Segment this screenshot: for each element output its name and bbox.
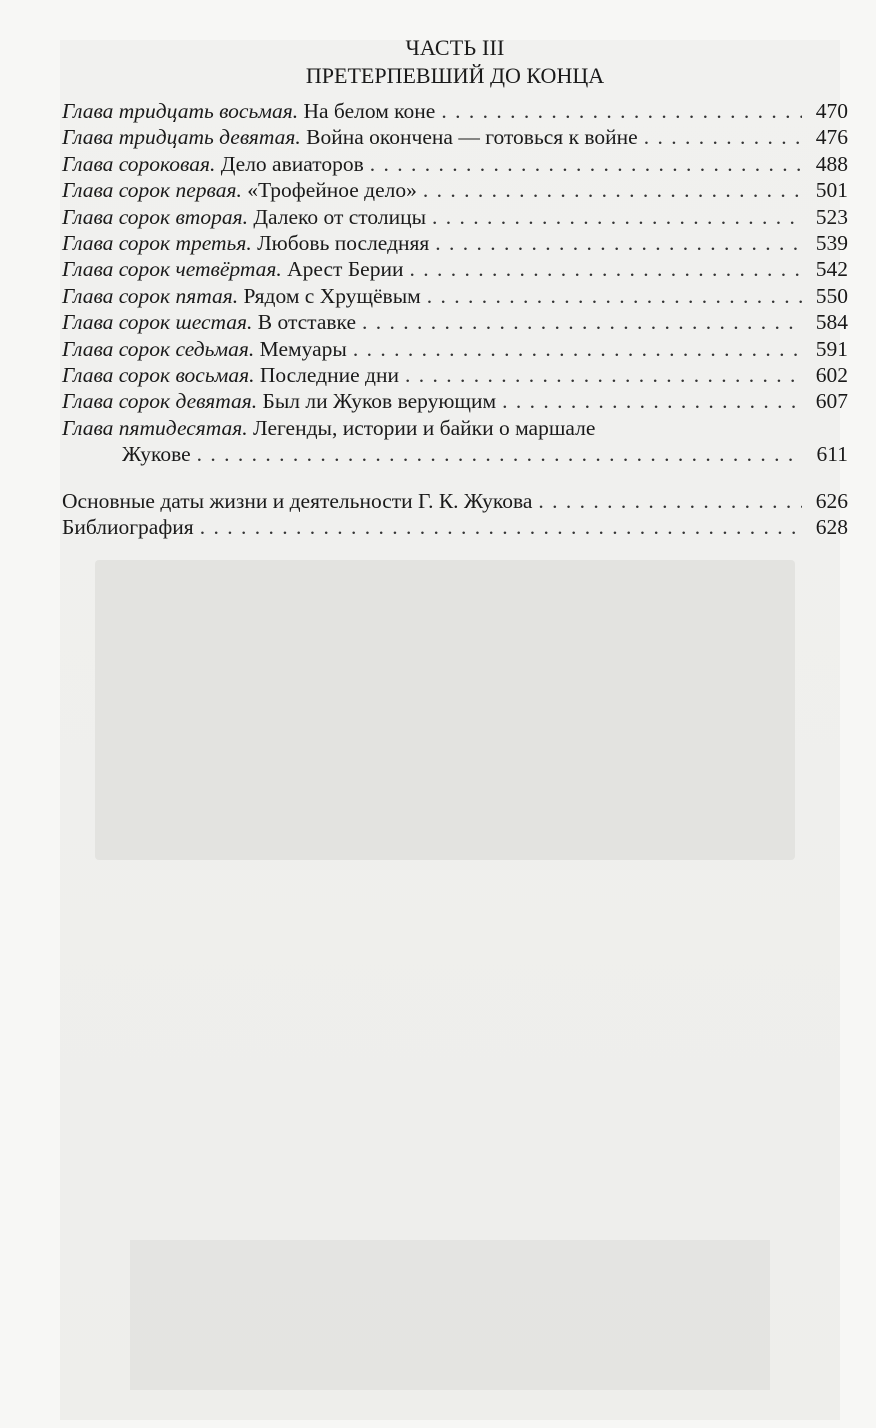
dot-leader bbox=[353, 336, 802, 362]
toc-entry-appendix bbox=[62, 514, 848, 540]
bleed-through-plate bbox=[95, 560, 795, 860]
part-subtitle: ПРЕТЕРПЕВШИЙ ДО КОНЦА bbox=[305, 63, 605, 88]
dot-leader bbox=[197, 441, 802, 467]
chapter-label: Глава сорок восьмая. bbox=[62, 363, 255, 388]
appendix-list bbox=[62, 488, 848, 541]
chapter-label: Глава сорок третья. bbox=[62, 231, 252, 256]
dot-leader bbox=[370, 151, 802, 177]
toc-entry-appendix bbox=[62, 488, 848, 514]
toc-entry bbox=[62, 151, 848, 177]
chapter-label: Глава тридцать девятая. bbox=[62, 125, 301, 150]
part-title: ЧАСТЬ III bbox=[405, 35, 505, 60]
chapter-list bbox=[62, 98, 848, 468]
chapter-title: Любовь последняя bbox=[257, 231, 430, 256]
chapter-title: Последние дни bbox=[259, 363, 399, 388]
dot-leader bbox=[200, 514, 802, 540]
dot-leader bbox=[423, 177, 802, 203]
toc-entry bbox=[62, 362, 848, 388]
toc-entry bbox=[62, 309, 848, 335]
toc-entry-multiline-first bbox=[62, 415, 848, 441]
toc-entry bbox=[62, 230, 848, 256]
toc-entry bbox=[62, 256, 848, 282]
chapter-label: Глава сорок первая. bbox=[62, 178, 242, 203]
dot-leader bbox=[432, 204, 802, 230]
dot-leader bbox=[362, 309, 802, 335]
chapter-title: Дело авиаторов bbox=[220, 151, 364, 176]
page-number: 476 bbox=[815, 125, 848, 150]
appendix-title: Основные даты жизни и деятельности Г. К. Жукова bbox=[62, 488, 533, 513]
chapter-title-line1: Легенды, истории и байки о маршале bbox=[253, 415, 596, 440]
dot-leader bbox=[441, 98, 802, 124]
chapter-label: Глава пятидесятая. bbox=[62, 415, 248, 440]
bleed-through-plate-lower bbox=[130, 1240, 770, 1390]
page-number: 628 bbox=[815, 515, 848, 540]
page-number: 539 bbox=[815, 231, 848, 256]
page-number: 626 bbox=[815, 488, 848, 513]
page-number: 584 bbox=[815, 310, 848, 335]
page-number: 523 bbox=[815, 204, 848, 229]
chapter-title: Был ли Жуков верующим bbox=[262, 389, 497, 414]
page-number: 542 bbox=[815, 257, 848, 282]
chapter-title: В отставке bbox=[257, 310, 356, 335]
chapter-title: Мемуары bbox=[259, 336, 347, 361]
page-number: 488 bbox=[815, 151, 848, 176]
toc-entry-multiline-second bbox=[62, 441, 848, 467]
chapter-label: Глава сорок пятая. bbox=[62, 283, 239, 308]
toc-entry bbox=[62, 388, 848, 414]
chapter-label: Глава сорок шестая. bbox=[62, 310, 253, 335]
toc-entry bbox=[62, 98, 848, 124]
table-of-contents bbox=[62, 34, 848, 541]
dot-leader bbox=[435, 230, 802, 256]
chapter-title: Далеко от столицы bbox=[253, 204, 427, 229]
dot-leader bbox=[502, 388, 802, 414]
chapter-title: «Трофейное дело» bbox=[247, 178, 417, 203]
page-number: 607 bbox=[815, 389, 848, 414]
chapter-title: Война окончена — готовься к войне bbox=[306, 125, 638, 150]
dot-leader bbox=[538, 488, 802, 514]
chapter-title: Рядом с Хрущёвым bbox=[243, 283, 421, 308]
chapter-label: Глава тридцать восьмая. bbox=[62, 99, 299, 123]
chapter-title-line2: Жукове bbox=[122, 442, 191, 467]
page-number: 591 bbox=[815, 336, 848, 361]
chapter-label: Глава сорок четвёртая. bbox=[62, 257, 282, 282]
chapter-title: Арест Берии bbox=[287, 257, 404, 282]
chapter-label: Глава сорок вторая. bbox=[62, 204, 248, 229]
dot-leader bbox=[644, 124, 802, 150]
page-number: 550 bbox=[815, 283, 848, 308]
chapter-label: Глава сорок девятая. bbox=[62, 389, 258, 414]
chapter-title: На белом коне bbox=[303, 99, 436, 123]
toc-entry bbox=[62, 204, 848, 230]
dot-leader bbox=[405, 362, 802, 388]
page-number: 501 bbox=[815, 178, 848, 203]
page-number: 611 bbox=[816, 442, 848, 467]
appendix-title: Библиография bbox=[62, 515, 194, 540]
chapter-label: Глава сорок седьмая. bbox=[62, 336, 255, 361]
toc-entry bbox=[62, 283, 848, 309]
toc-entry bbox=[62, 124, 848, 150]
toc-entry bbox=[62, 336, 848, 362]
page-number: 470 bbox=[815, 99, 848, 123]
dot-leader bbox=[409, 256, 802, 282]
toc-entry bbox=[62, 177, 848, 203]
dot-leader bbox=[427, 283, 802, 309]
chapter-label: Глава сороковая. bbox=[62, 151, 216, 176]
page-number: 602 bbox=[815, 363, 848, 388]
